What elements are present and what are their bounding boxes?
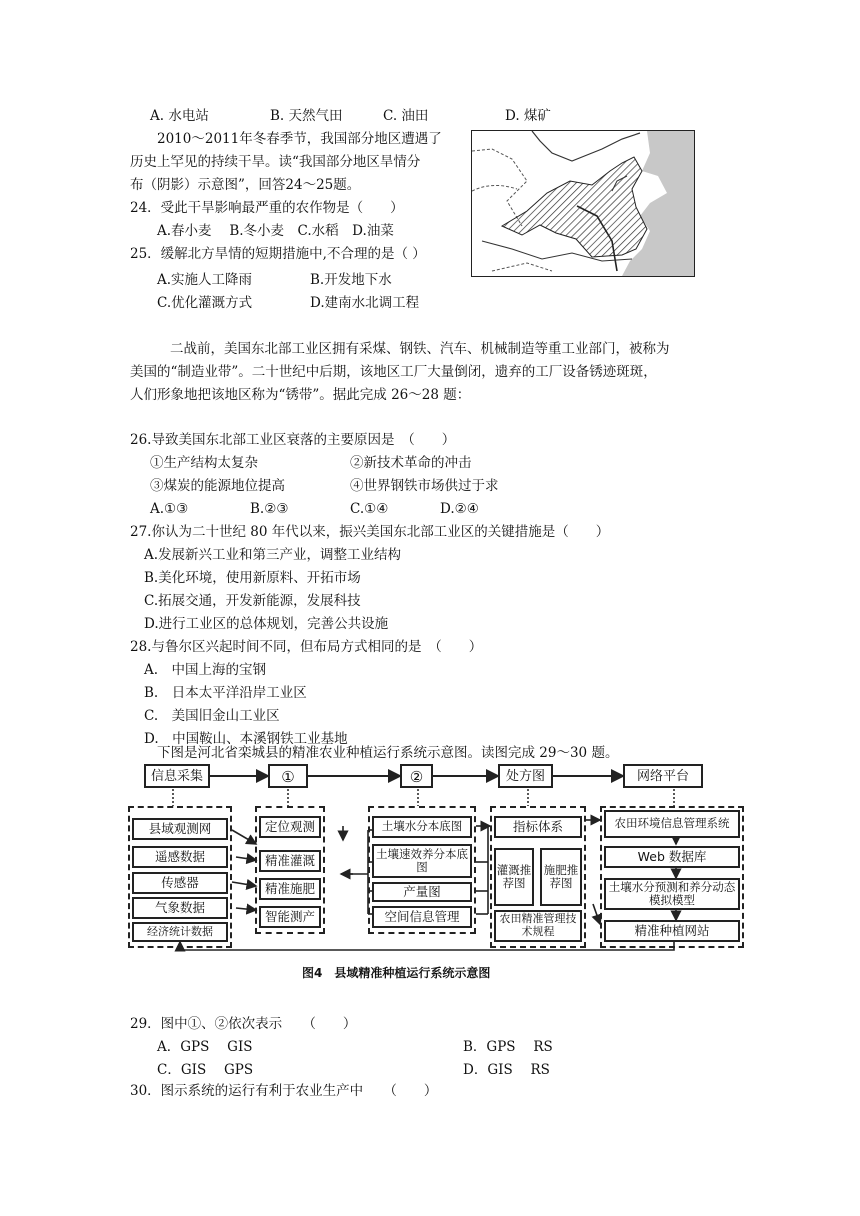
- q27-option-d: D.进行工业区的总体规划，完善公共设施: [144, 616, 389, 632]
- irrigation-recommendation-map: 灌溉推荐图: [494, 848, 534, 906]
- header-info-collection: 信息采集: [144, 764, 210, 788]
- q25-option-c: C.优化灌溉方式: [157, 295, 253, 311]
- q26-item-4: ④世界钢铁市场供过于求: [350, 478, 499, 494]
- rust-intro-line: 人们形象地把该地区称为“锈带”。据此完成 26～28 题：: [130, 387, 471, 403]
- q29-option-c: C．GIS GPS: [157, 1062, 254, 1078]
- soil-nutrient-base-map: 土壤速效养分本底图: [372, 844, 472, 878]
- q28-option-a: A. 中国上海的宝钢: [144, 662, 267, 678]
- q24-stem: 24．受此干旱影响最严重的农作物是（ ）: [130, 200, 404, 216]
- q29-option-d: D．GIS RS: [463, 1062, 550, 1078]
- soil-prediction-model: 土壤水分预测和养分动态模拟模型: [604, 878, 740, 910]
- header-blank-1: ①: [268, 764, 308, 788]
- q28-option-c: C. 美国旧金山工业区: [144, 708, 280, 724]
- q23-option-b: B. 天然气田: [270, 108, 343, 124]
- sensors: 传感器: [132, 872, 228, 894]
- q26-option-d: D.②④: [440, 501, 479, 517]
- q25-option-b: B.开发地下水: [310, 272, 392, 288]
- remote-sensing-data: 遥感数据: [132, 846, 228, 868]
- q28-option-d: D. 中国鞍山、本溪钢铁工业基地: [144, 731, 348, 747]
- q25-option-a: A.实施人工降雨: [157, 272, 253, 288]
- q29-stem: 29．图中①、②依次表示 （ ）: [130, 1016, 357, 1032]
- fertilization-recommendation-map: 施肥推荐图: [540, 848, 582, 906]
- q29-option-b: B．GPS RS: [463, 1039, 553, 1055]
- q25-stem: 25．缓解北方旱情的短期措施中,不合理的是（ ）: [130, 246, 426, 262]
- rust-intro-line: 美国的“制造业带”。二十世纪中后期，该地区工厂大量倒闭，遗弃的工厂设备锈迹斑斑，: [130, 364, 657, 380]
- drought-intro-line: 布（阴影）示意图”，回答24～25题。: [130, 177, 361, 193]
- meteorological-data: 气象数据: [132, 897, 228, 919]
- drought-map: [471, 130, 695, 277]
- web-database: Web 数据库: [604, 846, 740, 868]
- q26-stem: 26.导致美国东北部工业区衰落的主要原因是 （ ）: [130, 432, 456, 448]
- q26-item-2: ②新技术革命的冲击: [350, 455, 472, 471]
- q27-option-a: A.发展新兴工业和第三产业，调整工业结构: [144, 547, 402, 563]
- precision-planting-website: 精准种植网站: [604, 920, 740, 942]
- county-observation-network: 县域观测网: [132, 818, 228, 840]
- q27-option-c: C.拓展交通，开发新能源，发展科技: [144, 593, 361, 609]
- q25-option-d: D.建南水北调工程: [310, 295, 420, 311]
- q29-option-a: A．GPS GIS: [157, 1039, 253, 1055]
- precision-fertilization: 精准施肥: [259, 878, 321, 900]
- q27-stem: 27.你认为二十世纪 80 年代以来，振兴美国东北部工业区的关键措施是（ ）: [130, 524, 610, 540]
- rust-intro-line: 二战前，美国东北部工业区拥有采煤、钢铁、汽车、机械制造等重工业部门，被称为: [170, 341, 670, 357]
- q27-option-b: B.美化环境，使用新原料、开拓市场: [144, 570, 361, 586]
- q26-item-1: ①生产结构太复杂: [150, 455, 258, 471]
- farmland-environment-system: 农田环境信息管理系统: [604, 810, 740, 838]
- farmland-management-code: 农田精准管理技术规程: [494, 910, 582, 942]
- q24-options: A.春小麦 B.冬小麦 C.水稻 D.油菜: [157, 223, 394, 239]
- q23-option-d: D. 煤矿: [505, 108, 551, 124]
- spatial-info-management: 空间信息管理: [372, 906, 472, 928]
- precision-irrigation: 精准灌溉: [259, 850, 321, 872]
- q28-stem: 28.与鲁尔区兴起时间不同，但布局方式相同的是 （ ）: [130, 639, 483, 655]
- header-network-platform: 网络平台: [623, 764, 703, 788]
- q26-option-c: C.①④: [350, 501, 389, 517]
- indicator-system: 指标体系: [494, 816, 582, 838]
- q26-option-b: B.②③: [250, 501, 289, 517]
- header-blank-2: ②: [400, 764, 433, 788]
- q23-option-c: C. 油田: [383, 108, 429, 124]
- economic-statistics-data: 经济统计数据: [132, 922, 228, 942]
- precision-farming-diagram: [128, 764, 744, 956]
- smart-yield-measurement: 智能测产: [259, 906, 321, 928]
- header-prescription-map: 处方图: [498, 764, 553, 788]
- yield-map: 产量图: [372, 882, 472, 902]
- drought-intro-line: 历史上罕见的持续干旱。读“我国部分地区旱情分: [130, 154, 421, 170]
- figure-caption: 图4 县域精准种植运行系统示意图: [302, 966, 491, 980]
- positioning-observation: 定位观测: [259, 816, 321, 838]
- drought-intro-line: 2010～2011年冬春季节，我国部分地区遭遇了: [157, 131, 442, 147]
- diagram-intro: 下图是河北省栾城县的精准农业种植运行系统示意图。读图完成 29～30 题。: [157, 745, 619, 761]
- soil-moisture-base-map: 土壤水分本底图: [372, 816, 472, 838]
- q26-item-3: ③煤炭的能源地位提高: [150, 478, 285, 494]
- q30-stem: 30．图示系统的运行有利于农业生产中 （ ）: [130, 1083, 438, 1099]
- q28-option-b: B. 日本太平洋沿岸工业区: [144, 685, 307, 701]
- q26-option-a: A.①③: [150, 501, 189, 517]
- q23-option-a: A. 水电站: [150, 108, 209, 124]
